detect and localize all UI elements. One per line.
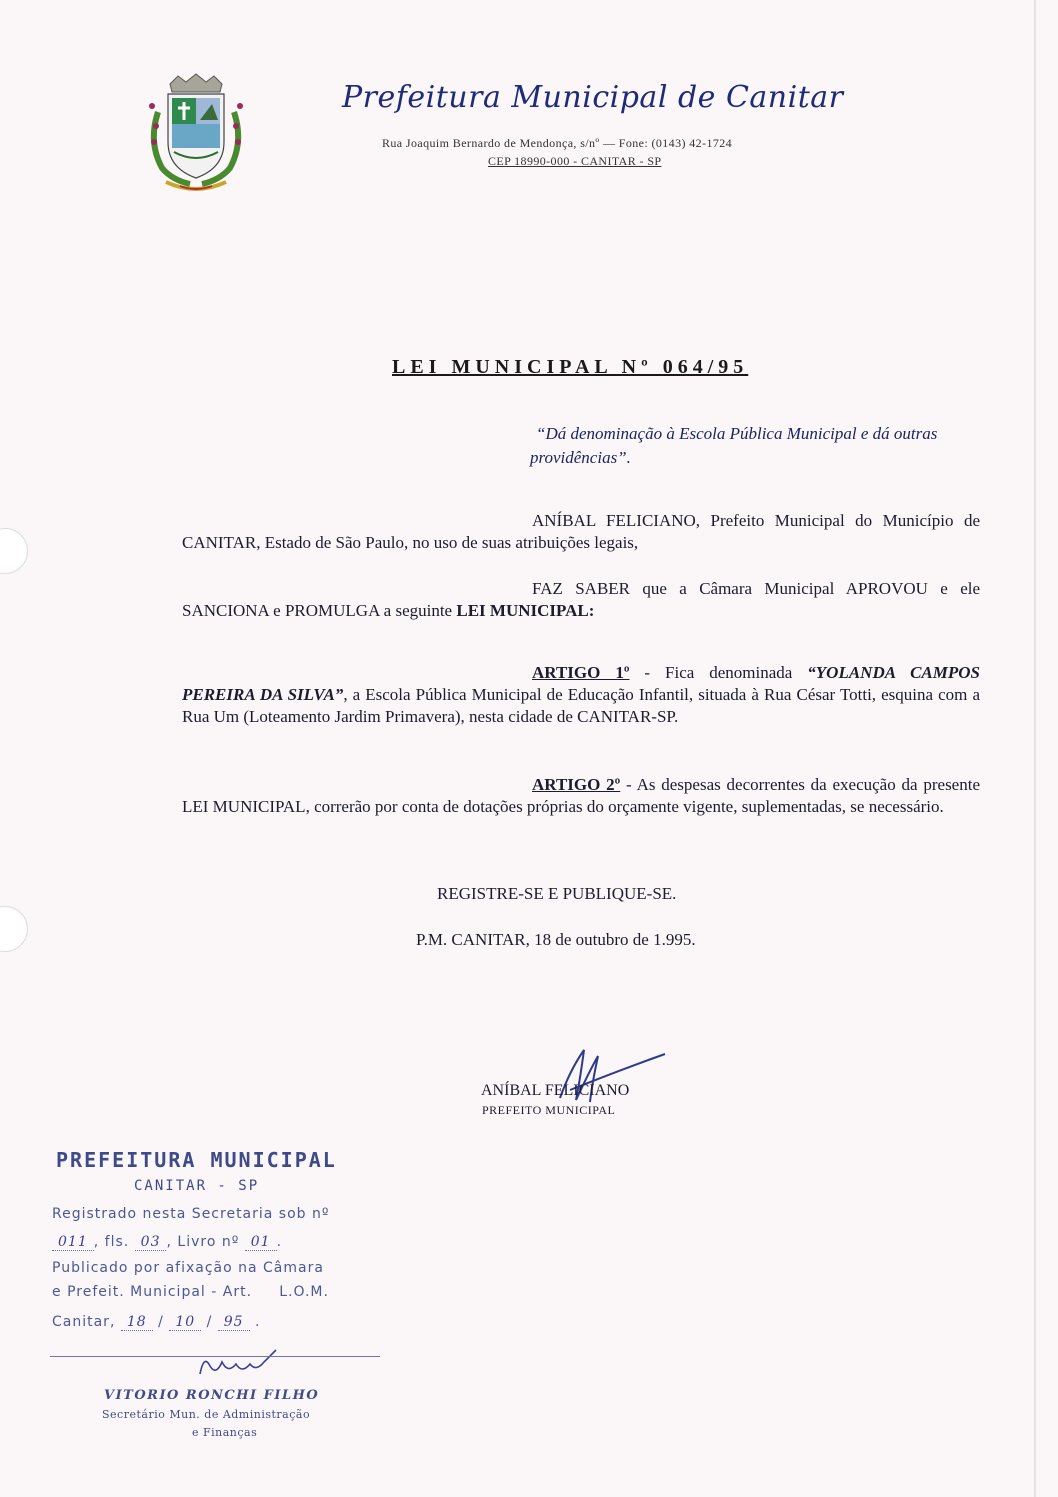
law-ementa: “Dá denominação à Escola Pública Municipal e dá outras providências”. [530, 424, 938, 467]
stamp-signer-role: Secretário Mun. de Administração [102, 1408, 311, 1421]
faz-saber-start: FAZ SABER que a Câmara Municipal APROVOU e [532, 579, 948, 598]
stamp-line-registered: Registrado nesta Secretaria sob nº [52, 1206, 330, 1222]
stamp-city-hand: Canitar, [52, 1314, 116, 1330]
stamp-line-lom: e Prefeit. Municipal - Art. L.O.M. [52, 1284, 329, 1300]
artigo-2-label: ARTIGO 2º [532, 775, 621, 794]
header-title: Prefeitura Municipal de Canitar [342, 80, 844, 115]
paragraph-artigo-1 [182, 662, 980, 728]
artigo-1-dash: - Fica denominada [629, 663, 808, 682]
stamp-line-numbers: 011 , fls. 03 , Livro nº 01 . [52, 1234, 282, 1250]
stamp-signer-name: VITORIO RONCHI FILHO [104, 1388, 320, 1403]
stamp-fls-number: 03 [135, 1234, 167, 1251]
stamp-rule [50, 1356, 380, 1357]
stamp-day: 18 [121, 1314, 153, 1331]
stamp-livro-label: Livro nº [177, 1234, 240, 1250]
paragraph-artigo-2 [182, 774, 980, 818]
artigo-1-text: , a Escola Pública Municipal de Educação Infantil, situada à Rua César Totti, esquina com a Rua Um (Loteamento Jardim Primavera), nesta cidade de CANITAR-SP. [182, 685, 980, 726]
stamp-fls-label: fls. [104, 1234, 130, 1250]
preamble-rest: Município de CANITAR, Estado de São Paulo, no uso de suas atribuições legais, [182, 511, 980, 552]
header-address: Rua Joaquim Bernardo de Mendonça, s/nº — Fone: (0143) 42-1724 [382, 136, 733, 150]
stamp-city: CANITAR - SP [134, 1178, 260, 1194]
signatory-name: ANÍBAL FELICIANO [481, 1082, 630, 1099]
faz-saber-rest: ele SANCIONA e PROMULGA a seguinte [182, 579, 981, 620]
punch-hole [0, 528, 28, 574]
preamble-start: ANÍBAL FELICIANO, Prefeito Municipal do [532, 511, 873, 530]
artigo-1-school-name: “YOLANDA CAMPOS PEREIRA DA SILVA” [182, 663, 981, 704]
stamp-livro-number: 01 [245, 1234, 277, 1251]
header-cep: CEP 18990-000 - CANITAR - SP [488, 154, 662, 168]
municipal-crest-icon [140, 72, 252, 196]
place-date: P.M. CANITAR, 18 de outubro de 1.995. [416, 930, 696, 949]
punch-hole [0, 906, 28, 952]
signatory-role: PREFEITO MUNICIPAL [482, 1103, 616, 1117]
stamp-line-published: Publicado por afixação na Câmara [52, 1260, 324, 1276]
law-title: LEI MUNICIPAL Nº 064/95 [392, 356, 749, 378]
registre-publique: REGISTRE-SE E PUBLIQUE-SE. [437, 884, 677, 903]
stamp-title: PREFEITURA MUNICIPAL [56, 1148, 337, 1172]
faz-saber-bold: LEI MUNICIPAL: [456, 601, 595, 620]
stamp-year: 95 [218, 1314, 250, 1331]
stamp-signer-role-cont: e Finanças [192, 1426, 258, 1439]
paragraph-preamble [182, 510, 980, 554]
artigo-1-label: ARTIGO 1º [532, 663, 630, 682]
stamp-line-date: Canitar, 18 / 10 / 95 . [52, 1314, 261, 1330]
paragraph-faz-saber [182, 578, 980, 622]
secretary-signature [180, 1344, 300, 1384]
stamp-month: 10 [169, 1314, 201, 1331]
stamp-reg-number: 011 [52, 1234, 94, 1251]
page-edge [1034, 0, 1036, 1497]
artigo-2-text: - As despesas decorrentes da execução da presente LEI MUNICIPAL, correrão por conta de dotações próprias do orçamente vigente, suplementadas, se necessário. [182, 775, 980, 816]
